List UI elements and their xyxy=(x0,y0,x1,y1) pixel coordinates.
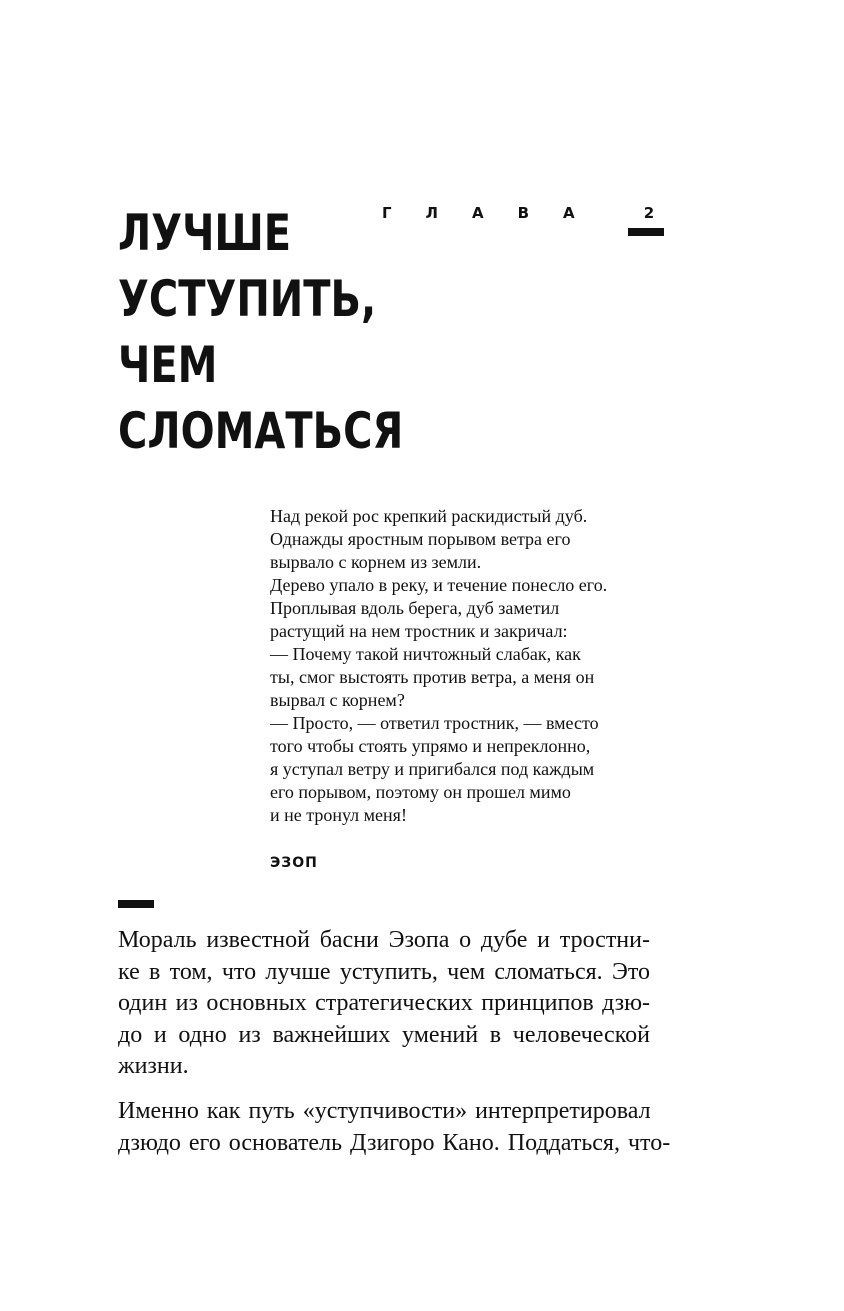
epigraph-line: Над рекой рос крепкий раскидистый дуб. xyxy=(270,506,588,526)
epigraph-author: ЭЗОП xyxy=(270,855,318,871)
epigraph-line: Однажды яростным порывом ветра его xyxy=(270,529,571,549)
epigraph-line: его порывом, поэтому он прошел мимо xyxy=(270,782,571,802)
chapter-title-line: ЧЕМ xyxy=(118,336,218,394)
body-line: жизни. xyxy=(118,1053,189,1079)
epigraph-line: ты, смог выстоять против ветра, а меня он xyxy=(270,667,595,687)
epigraph xyxy=(270,505,660,827)
body-paragraph xyxy=(118,1096,671,1159)
chapter-number-underline xyxy=(628,228,664,236)
epigraph-line: Проплывая вдоль берега, дуб заметил xyxy=(270,598,560,618)
epigraph-line: — Просто, — ответил тростник, — вместо xyxy=(270,713,599,733)
chapter-title xyxy=(118,200,403,464)
body-line: один из основных стратегических принципов дзю- xyxy=(118,990,650,1016)
body-paragraph xyxy=(118,925,650,1083)
chapter-title-line: ЛУЧШЕ xyxy=(118,204,292,262)
epigraph-line: Дерево упало в реку, и течение понесло его. xyxy=(270,575,608,595)
epigraph-line: я уступал ветру и пригибался под каждым xyxy=(270,759,595,779)
body-line: Мораль известной басни Эзопа о дубе и тростни- xyxy=(118,927,650,953)
body-line: Именно как путь «уступчивости» интерпретировал xyxy=(118,1098,651,1124)
epigraph-line: — Почему такой ничтожный слабак, как xyxy=(270,644,581,664)
epigraph-line: того чтобы стоять упрямо и непреклонно, xyxy=(270,736,591,756)
chapter-title-line: СЛОМАТЬСЯ xyxy=(118,402,404,460)
body-line: до и одно из важнейших умений в человеческой xyxy=(118,1021,650,1048)
section-divider xyxy=(118,900,154,908)
body-line: дзюдо его основатель Дзигоро Кано. Поддаться, что- xyxy=(118,1129,671,1156)
chapter-label: ГЛАВА xyxy=(382,204,609,222)
chapter-title-line: УСТУПИТЬ, xyxy=(118,270,377,328)
epigraph-line: вырвал с корнем? xyxy=(270,690,405,710)
body-line: ке в том, что лучше уступить, чем сломаться. Это xyxy=(118,958,650,985)
chapter-number: 2 xyxy=(643,204,655,222)
epigraph-line: вырвало с корнем из земли. xyxy=(270,552,482,572)
epigraph-line: и не тронул меня! xyxy=(270,805,407,825)
epigraph-line: растущий на нем тростник и закричал: xyxy=(270,621,568,641)
